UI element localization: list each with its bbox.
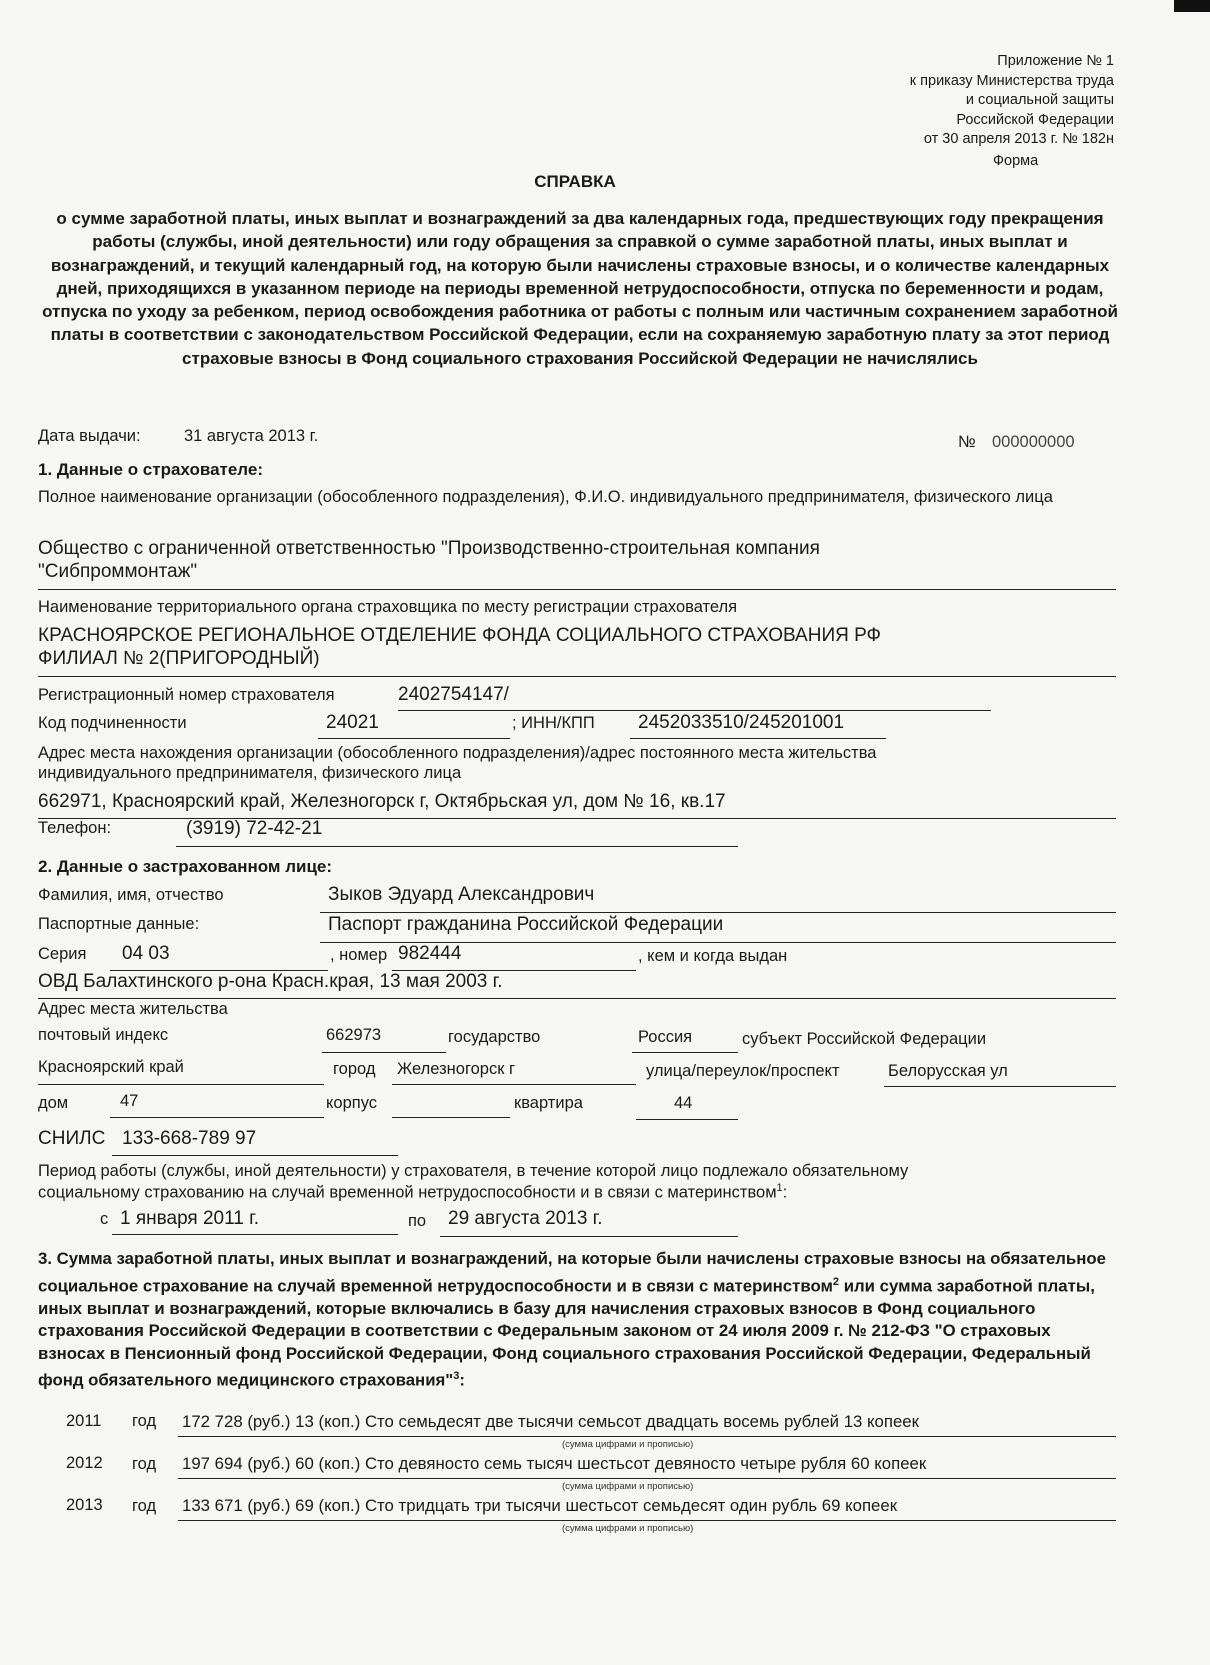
earnings-amount: 133 671 (руб.) 69 (коп.) Сто тридцать три тысячи шестьсот семьдесят один рубль 69 копеек	[182, 1496, 898, 1515]
period-from-label: с	[100, 1210, 109, 1228]
residence-address-label: Адрес места жительства	[38, 1000, 228, 1018]
document-title: СПРАВКА	[534, 172, 616, 191]
building-underline	[392, 1117, 510, 1118]
subordination-code-value: 24021	[326, 712, 379, 733]
city-label: город	[333, 1060, 376, 1078]
earnings-underline	[178, 1436, 1116, 1437]
territorial-body-value-line2: ФИЛИАЛ № 2(ПРИГОРОДНЫЙ)	[38, 648, 320, 669]
territorial-body-underline	[38, 676, 1116, 677]
fio-underline	[320, 912, 1116, 913]
subject-value: Красноярский край	[38, 1058, 184, 1076]
house-underline	[110, 1117, 324, 1118]
appendix-line: Приложение № 1	[997, 53, 1114, 69]
certificate-number-value: 000000000	[992, 433, 1075, 451]
amount-caption: (сумма цифрами и прописью)	[562, 1439, 694, 1450]
appendix-line: к приказу Министерства труда	[909, 72, 1114, 89]
section3-heading-part1: 3. Сумма заработной платы, иных выплат и вознаграждений, на которые были начислены страховые взносы на обязательное социальное страхование на случай временной нетрудоспособности и в связи с материнством	[38, 1249, 1106, 1296]
work-period-colon: :	[782, 1183, 788, 1202]
year-word: год	[132, 1497, 157, 1515]
flat-label: квартира	[514, 1094, 583, 1112]
subject-underline	[38, 1084, 324, 1085]
subordination-code-underline	[318, 738, 510, 739]
postcode-underline	[322, 1052, 446, 1053]
passport-number-value: 982444	[398, 943, 462, 964]
country-underline	[632, 1052, 738, 1053]
section3-heading-end: :	[459, 1370, 465, 1390]
period-to-underline	[440, 1236, 738, 1237]
building-label: корпус	[326, 1094, 378, 1112]
year-word: год	[132, 1412, 157, 1430]
appendix-line: от 30 апреля 2013 г. № 182н	[923, 131, 1114, 147]
fio-value: Зыков Эдуард Александрович	[328, 884, 595, 905]
amount-caption: (сумма цифрами и прописью)	[562, 1523, 694, 1534]
inn-kpp-underline	[630, 738, 886, 739]
territorial-body-value: КРАСНОЯРСКОЕ РЕГИОНАЛЬНОЕ ОТДЕЛЕНИЕ ФОНДА СОЦИАЛЬНОГО СТРАХОВАНИЯ РФ	[38, 625, 882, 646]
year-word: год	[132, 1455, 157, 1473]
fio-label: Фамилия, имя, отчество	[38, 886, 224, 904]
country-label: государство	[448, 1028, 541, 1046]
work-period-text: Период работы (службы, иной деятельности) у страхователя, в течение которой лицо подлежало обязательному	[38, 1162, 909, 1180]
issued-by-label: , кем и когда выдан	[638, 947, 788, 965]
footnote-1: 1	[776, 1182, 783, 1194]
section3-heading-part2: или сумма заработной платы, иных выплат и вознаграждений, которые включались в базу для начисления страховых взносов в Фонд социального страхования Российской Федерации в соответствии с Федеральным законом от 24 июля 2009 г. № 212-ФЗ "О страховых взносах в Пенсионный фонд Российской Федерации, Фонд социального страхования Российской Федерации, Федеральный фонд обязательного медицинского страхования"	[38, 1276, 1095, 1390]
reg-number-underline	[398, 710, 991, 711]
inn-kpp-label: ; ИНН/КПП	[512, 714, 595, 732]
earnings-year: 2012	[66, 1454, 103, 1472]
earnings-underline	[178, 1478, 1116, 1479]
org-name-underline	[38, 589, 1116, 590]
city-underline	[392, 1084, 636, 1085]
earnings-amount: 197 694 (руб.) 60 (коп.) Сто девяносто семь тысяч шестьсот девяносто четыре рубля 60 копеек	[182, 1454, 927, 1473]
earnings-year: 2011	[66, 1412, 102, 1430]
org-name-value-line2: "Сибпроммонтаж"	[38, 561, 198, 582]
certificate-number-label: №	[958, 433, 976, 451]
street-label: улица/переулок/проспект	[646, 1062, 840, 1080]
passport-value: Паспорт гражданина Российской Федерации	[328, 914, 724, 935]
phone-label: Телефон:	[38, 819, 112, 837]
snils-label: СНИЛС	[38, 1128, 106, 1149]
city-value: Железногорск г	[397, 1060, 516, 1078]
phone-underline	[176, 846, 738, 847]
section2-heading: 2. Данные о застрахованном лице:	[38, 857, 333, 876]
flat-value: 44	[674, 1094, 693, 1112]
period-from-underline	[112, 1234, 398, 1235]
address-value: 662971, Красноярский край, Железногорск г, Октябрьская ул, дом № 16, кв.17	[38, 791, 726, 812]
subject-label: субъект Российской Федерации	[742, 1030, 987, 1048]
work-period-text-line2	[38, 1182, 787, 1203]
issue-date-value: 31 августа 2013 г.	[184, 427, 319, 445]
issued-by-value: ОВД Балахтинского р-она Красн.края, 13 мая 2003 г.	[38, 971, 503, 992]
series-label: Серия	[38, 945, 87, 963]
territorial-body-label: Наименование территориального органа страховщика по месту регистрации страхователя	[38, 598, 738, 616]
postcode-label: почтовый индекс	[38, 1026, 169, 1044]
period-to-value: 29 августа 2013 г.	[448, 1208, 603, 1229]
earnings-year: 2013	[66, 1496, 103, 1514]
snils-underline	[112, 1155, 398, 1156]
reg-number-label: Регистрационный номер страхователя	[38, 686, 335, 704]
scan-corner-mark	[1174, 0, 1210, 12]
amount-caption: (сумма цифрами и прописью)	[562, 1481, 694, 1492]
appendix-line: Российской Федерации	[956, 111, 1114, 128]
snils-value: 133-668-789 97	[122, 1128, 257, 1149]
document-subtitle: о сумме заработной платы, иных выплат и вознаграждений за два календарных года, предшествующих году прекращения работы (службы, иной деятельности) или году обращения за справкой о сумме заработной платы, иных выплат и вознаграждений, и текущий календарный год, на которую были начислены страховые взносы, и о количестве календарных дней, приходящихся в указанном периоде на периоды временной нетрудоспособности, отпуска по беременности и родам, отпуска по уходу за ребенком, период освобождения работника от работы с полным или частичным сохранением заработной платы в соответствии с законодательством Российской Федерации, если на сохраняемую заработную плату за этот период страховые взносы в Фонд социального страхования Российской Федерации не начислялись	[42, 209, 1118, 368]
subordination-code-label: Код подчиненности	[38, 714, 187, 732]
appendix-line: и социальной защиты	[965, 92, 1114, 108]
form-label: Форма	[993, 153, 1039, 169]
issued-by-underline	[38, 998, 1116, 999]
inn-kpp-value: 2452033510/245201001	[638, 712, 845, 733]
phone-value: (3919) 72-42-21	[186, 818, 323, 839]
reg-number-value: 2402754147/	[398, 684, 509, 705]
earnings-amount: 172 728 (руб.) 13 (коп.) Сто семьдесят две тысячи семьсот двадцать восемь рублей 13 копеек	[182, 1412, 919, 1431]
footnote-3: 3	[453, 1370, 460, 1383]
footnote-2: 2	[832, 1275, 840, 1288]
period-to-label: по	[408, 1212, 427, 1230]
issue-date-label: Дата выдачи:	[38, 427, 141, 445]
appendix-block	[910, 52, 1114, 150]
house-value: 47	[120, 1092, 139, 1110]
section1-heading: 1. Данные о страхователе:	[38, 460, 263, 479]
passport-label: Паспортные данные:	[38, 915, 200, 933]
house-label: дом	[38, 1094, 69, 1112]
period-from-value: 1 января 2011 г.	[120, 1208, 260, 1229]
country-value: Россия	[638, 1028, 693, 1046]
street-underline	[884, 1086, 1116, 1087]
section3-heading	[38, 1248, 1118, 1392]
street-value: Белорусская ул	[888, 1062, 1008, 1080]
address-label-line2: индивидуального предпринимателя, физического лица	[38, 764, 462, 782]
series-value: 04 03	[122, 943, 170, 964]
postcode-value: 662973	[326, 1026, 382, 1044]
org-name-label: Полное наименование организации (обособленного подразделения), Ф.И.О. индивидуального предпринимателя, физического лица	[38, 488, 1053, 506]
flat-underline	[636, 1119, 738, 1120]
work-period-text-line2-body: социальному страхованию на случай временной нетрудоспособности и в связи с материнством	[38, 1183, 777, 1202]
org-name-value: Общество с ограниченной ответственностью "Производственно-строительная компания	[38, 538, 820, 559]
passport-number-label: , номер	[330, 946, 388, 964]
address-label: Адрес места нахождения организации (обособленного подразделения)/адрес постоянного места жительства	[38, 744, 877, 762]
earnings-underline	[178, 1520, 1116, 1521]
